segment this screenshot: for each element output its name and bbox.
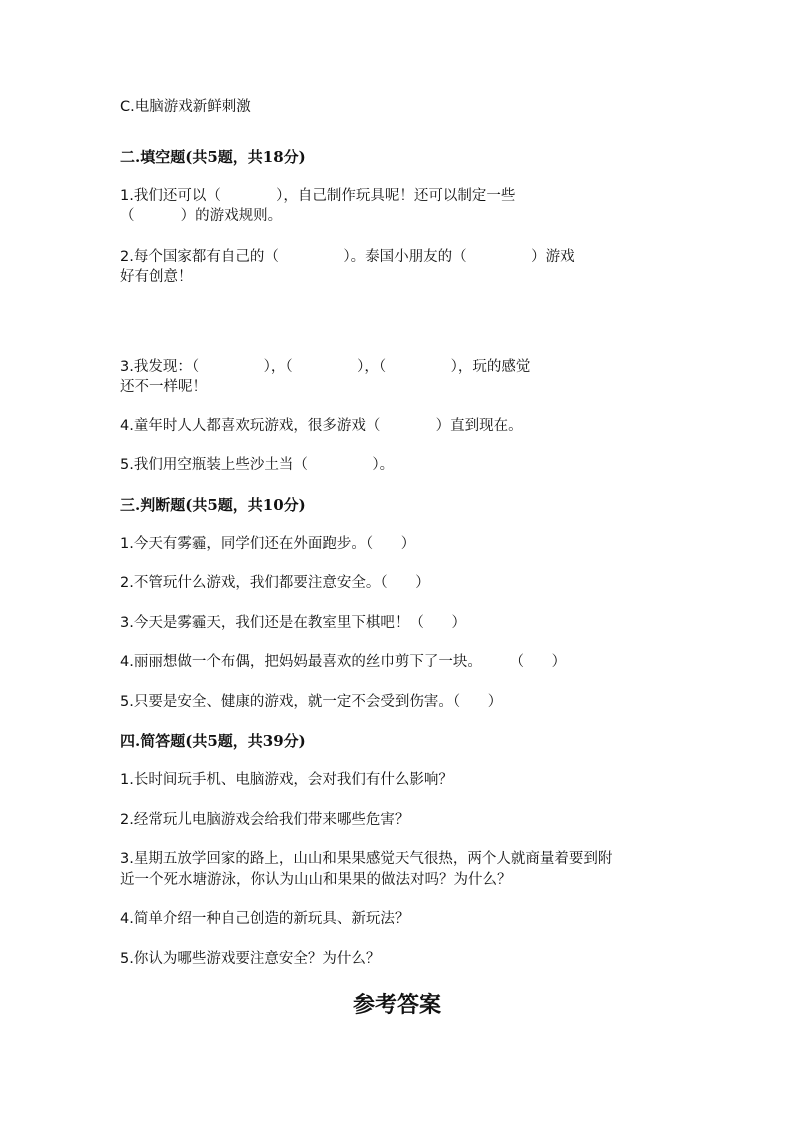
section-fill-blank-heading: 二.填空题(共5题，共18分) [120, 148, 306, 166]
tf-q3: 3.今天是雾霾天，我们还是在教室里下棋吧！（ ） [120, 615, 466, 631]
tf-q4: 4.丽丽想做一个布偶，把妈妈最喜欢的丝巾剪下了一块。 （ ） [120, 654, 567, 670]
fill-q1-line2: （ ）的游戏规则。 [120, 208, 283, 224]
sa-q5: 5.你认为哪些游戏要注意安全？为什么？ [120, 951, 381, 967]
sa-q3-line1: 3.星期五放学回家的路上，山山和果果感觉天气很热，两个人就商量着要到附 [120, 851, 613, 867]
sa-q4: 4.简单介绍一种自己创造的新玩具、新玩法？ [120, 911, 410, 927]
fill-q2-line2: 好有创意！ [120, 269, 193, 285]
section-short-answer-heading: 四.简答题(共5题，共39分) [120, 732, 306, 750]
sa-q3-line2: 近一个死水塘游泳，你认为山山和果果的做法对吗？为什么？ [120, 872, 512, 888]
fill-q5: 5.我们用空瓶装上些沙土当（ ）。 [120, 457, 395, 473]
fill-q2-line1: 2.每个国家都有自己的（ ）。泰国小朋友的（ ）游戏 [120, 249, 575, 265]
tf-q2: 2.不管玩什么游戏，我们都要注意安全。（ ） [120, 575, 430, 591]
answer-key-title: 参考答案 [352, 992, 441, 1018]
option-c: C.电脑游戏新鲜刺激 [120, 99, 251, 115]
fill-q3-line1: 3.我发现：（ ），（ ），（ ），玩的感觉 [120, 359, 531, 375]
sa-q2: 2.经常玩儿电脑游戏会给我们带来哪些危害？ [120, 812, 410, 828]
tf-q1: 1.今天有雾霾，同学们还在外面跑步。（ ） [120, 536, 416, 552]
tf-q5: 5.只要是安全、健康的游戏，就一定不会受到伤害。（ ） [120, 694, 503, 710]
fill-q1-line1: 1.我们还可以（ ），自己制作玩具呢！还可以制定一些 [120, 188, 516, 204]
fill-q3-line2: 还不一样呢！ [120, 379, 207, 395]
sa-q1: 1.长时间玩手机、电脑游戏，会对我们有什么影响？ [120, 772, 453, 788]
section-true-false-heading: 三.判断题(共5题，共10分) [120, 496, 306, 514]
fill-q4: 4.童年时人人都喜欢玩游戏，很多游戏（ ）直到现在。 [120, 418, 523, 434]
